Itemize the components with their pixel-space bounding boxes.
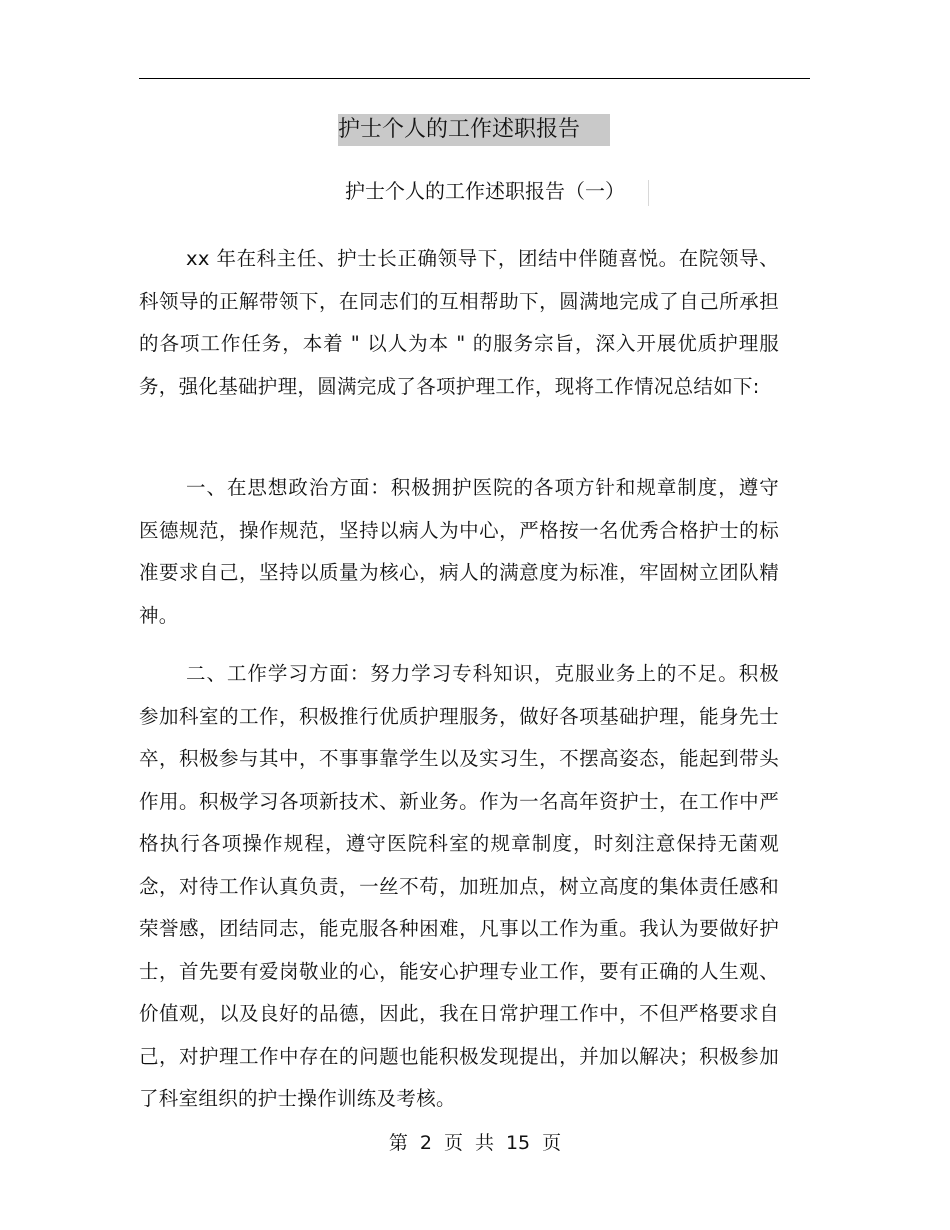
footer-page-prefix: 第: [388, 1132, 408, 1154]
paragraph-intro: xx 年在科主任、护士长正确领导下，团结中伴随喜悦。在院领导、科领导的正解带领下，在同志们的互相帮助下，圆满地完成了自己所承担的各项工作任务，本着 " 以人为本 " 的服务宗旨，深入开展优质护理服务，强化基础护理，圆满完成了各项护理工作，现将工作情况总结如下:: [139, 247, 779, 398]
footer-total-pages: 15: [505, 1132, 531, 1154]
page-footer: [0, 1128, 950, 1158]
header-rule: [139, 78, 810, 79]
footer-page-number: 2: [419, 1132, 432, 1154]
footer-total-word: 页: [542, 1132, 562, 1154]
document-title: 护士个人的工作述职报告: [338, 114, 610, 146]
subtitle-edge-mark: [648, 180, 649, 206]
footer-page-word: 页: [443, 1132, 463, 1154]
paragraph-work-study: 二、工作学习方面：努力学习专科知识，克服业务上的不足。积极参加科室的工作，积极推行优质护理服务，做好各项基础护理，能身先士卒，积极参与其中，不事事靠学生以及实习生，不摆高姿态，能起到带头作用。积极学习各项新技术、新业务。作为一名高年资护士，在工作中严格执行各项操作规程，遵守医院科室的规章制度，时刻注意保持无菌观念，对待工作认真负责，一丝不苟，加班加点，树立高度的集体责任感和荣誉感，团结同志，能克服各种困难，凡事以工作为重。我认为要做好护士，首先要有爱岗敬业的心，能安心护理专业工作，要有正确的人生观、价值观，以及良好的品德，因此，我在日常护理工作中，不但严格要求自己，对护理工作中存在的问题也能积极发现提出，并加以解决；积极参加了科室组织的护士操作训练及考核。: [139, 662, 779, 1110]
footer-total-prefix: 共: [474, 1132, 494, 1154]
paragraph-political: 一、在思想政治方面：积极拥护医院的各项方针和规章制度，遵守医德规范，操作规范，坚持以病人为中心，严格按一名优秀合格护士的标准要求自己，坚持以质量为核心，病人的满意度为标准，牢固树立团队精神。: [139, 476, 779, 627]
document-subtitle: 护士个人的工作述职报告（一）: [345, 179, 625, 203]
